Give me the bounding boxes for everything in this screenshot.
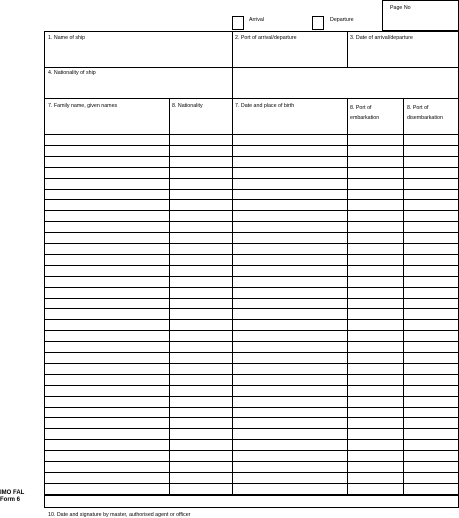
table-row[interactable]: [44, 428, 459, 429]
port-arrival-departure-label: 2. Port of arrival/departure: [235, 35, 297, 41]
table-row[interactable]: [44, 330, 459, 331]
col-date-place-birth-header: 7. Date and place of birth: [235, 103, 295, 109]
table-row[interactable]: [44, 308, 459, 309]
table-row[interactable]: [44, 287, 459, 288]
nationality-of-ship-label: 4. Nationality of ship: [48, 70, 96, 76]
table-row[interactable]: [44, 374, 459, 375]
table-header-divider: [44, 134, 459, 135]
departure-checkbox[interactable]: [312, 16, 324, 30]
col-nationality-header: 8. Nationality: [172, 103, 203, 109]
table-row[interactable]: [44, 178, 459, 179]
col-port-disembarkation-header: 8. Port of disembarkation: [407, 105, 443, 121]
table-row[interactable]: [44, 319, 459, 320]
table-row[interactable]: [44, 396, 459, 397]
table-row[interactable]: [44, 385, 459, 386]
table-row[interactable]: [44, 254, 459, 255]
table-row[interactable]: [44, 483, 459, 484]
arrival-label: Arrival: [249, 17, 265, 23]
table-row[interactable]: [44, 450, 459, 451]
table-row[interactable]: [44, 363, 459, 364]
table-row[interactable]: [44, 407, 459, 408]
table-row[interactable]: [44, 210, 459, 211]
table-col-divider: [403, 98, 404, 495]
table-row[interactable]: [44, 472, 459, 473]
table-col-divider: [232, 98, 233, 495]
table-row[interactable]: [44, 461, 459, 462]
arrival-checkbox[interactable]: [232, 16, 244, 30]
table-row[interactable]: [44, 189, 459, 190]
form-id: IMO FAL Form 6: [0, 490, 25, 503]
table-col-divider: [169, 98, 170, 495]
table-row[interactable]: [44, 221, 459, 222]
col-port-embarkation-header: 8. Port of embarkation: [350, 105, 380, 121]
date-arrival-departure-label: 3. Date of arrival/departure: [350, 35, 414, 41]
table-row[interactable]: [44, 265, 459, 266]
table-row[interactable]: [44, 199, 459, 200]
table-row[interactable]: [44, 167, 459, 168]
signature-label: 10. Date and signature by master, authorised agent or officer: [48, 512, 191, 518]
table-row[interactable]: [44, 276, 459, 277]
table-row[interactable]: [44, 243, 459, 244]
table-row[interactable]: [44, 341, 459, 342]
table-row[interactable]: [44, 145, 459, 146]
name-of-ship-label: 1. Name of ship: [48, 35, 86, 41]
page-no-label: Page No: [390, 5, 411, 11]
col-family-name-header: 7. Family name, given names: [48, 103, 118, 109]
table-col-divider: [347, 98, 348, 495]
table-row[interactable]: [44, 156, 459, 157]
table-row[interactable]: [44, 352, 459, 353]
table-row[interactable]: [44, 232, 459, 233]
table-row[interactable]: [44, 298, 459, 299]
departure-label: Departure: [330, 17, 354, 23]
table-row[interactable]: [44, 439, 459, 440]
table-row[interactable]: [44, 417, 459, 418]
